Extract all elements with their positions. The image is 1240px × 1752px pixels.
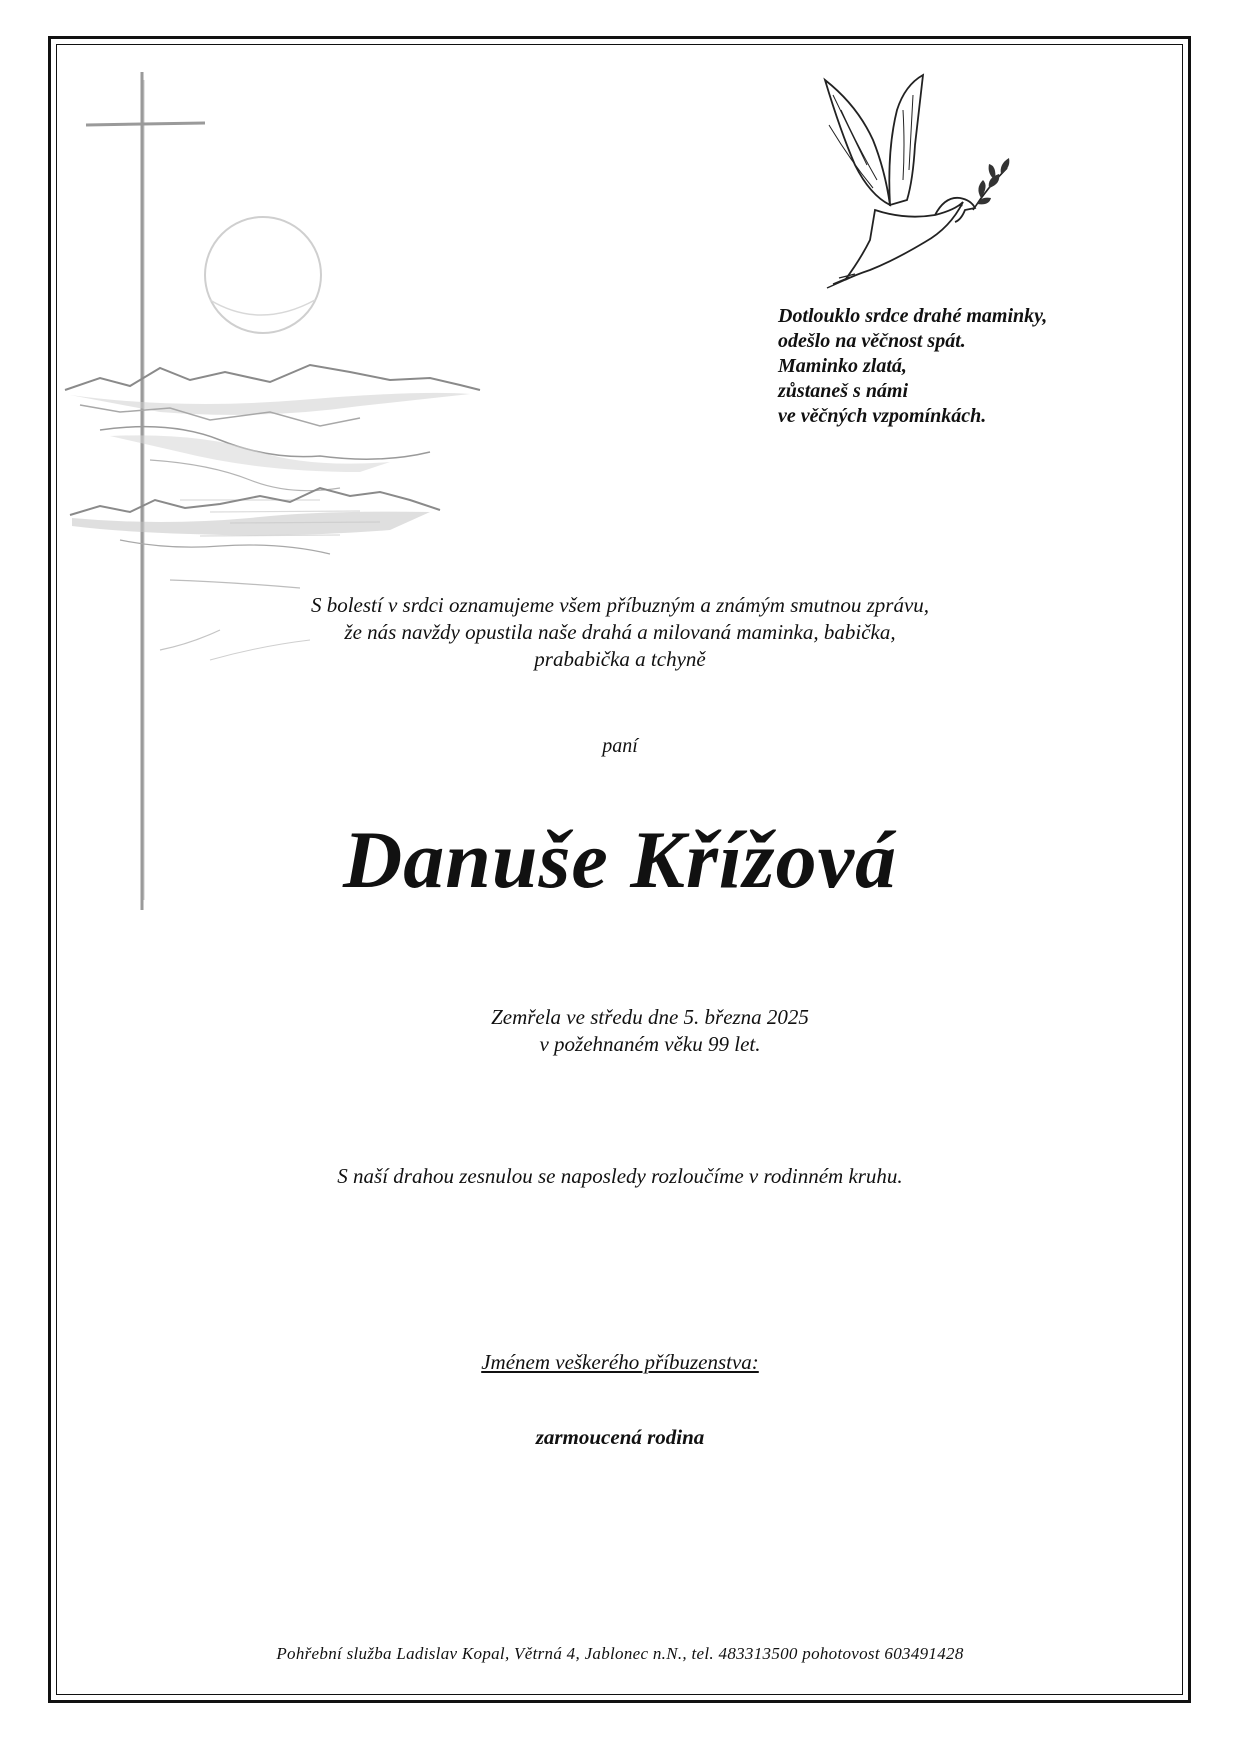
verse-line: zůstaneš s námi [778,380,909,402]
on-behalf-heading: Jménem veškerého příbuzenstva: [481,1350,759,1374]
death-date: Zemřela ve středu dne 5. března 2025 [491,1005,809,1029]
death-age: v požehnaném věku 99 let. [539,1032,761,1056]
farewell-text: S naší drahou zesnulou se naposledy rozloučíme v rodinném kruhu. [337,1164,903,1188]
announcement [150,592,1090,673]
verse-line: odešlo na věčnost spát. [778,330,966,352]
funeral-service-footer: Pohřební služba Ladislav Kopal, Větrná 4, Jablonec n.N., tel. 483313500 pohotovost 603491428 [276,1644,964,1663]
verse-line: Maminko zlatá, [778,355,907,377]
announcement-line: že nás navždy opustila naše drahá a milovaná maminka, babička, [344,620,896,644]
announcement-line: S bolestí v srdci oznamujeme všem příbuzným a známým smutnou zprávu, [310,593,930,617]
honorific: paní [602,735,638,757]
verse-line: Dotlouklo srdce drahé maminky, [778,305,1048,327]
family-signature: zarmoucená rodina [535,1425,705,1449]
verse-line: ve věčných vzpomínkách. [778,405,987,427]
cross-landscape-illustration [60,60,520,940]
announcement-line: prababička a tchyně [534,647,706,671]
deceased-name: Danuše Křížová [343,814,897,905]
verse [778,304,1118,429]
dove-with-olive-branch-icon [815,70,1015,290]
death-notice [300,1004,1000,1058]
